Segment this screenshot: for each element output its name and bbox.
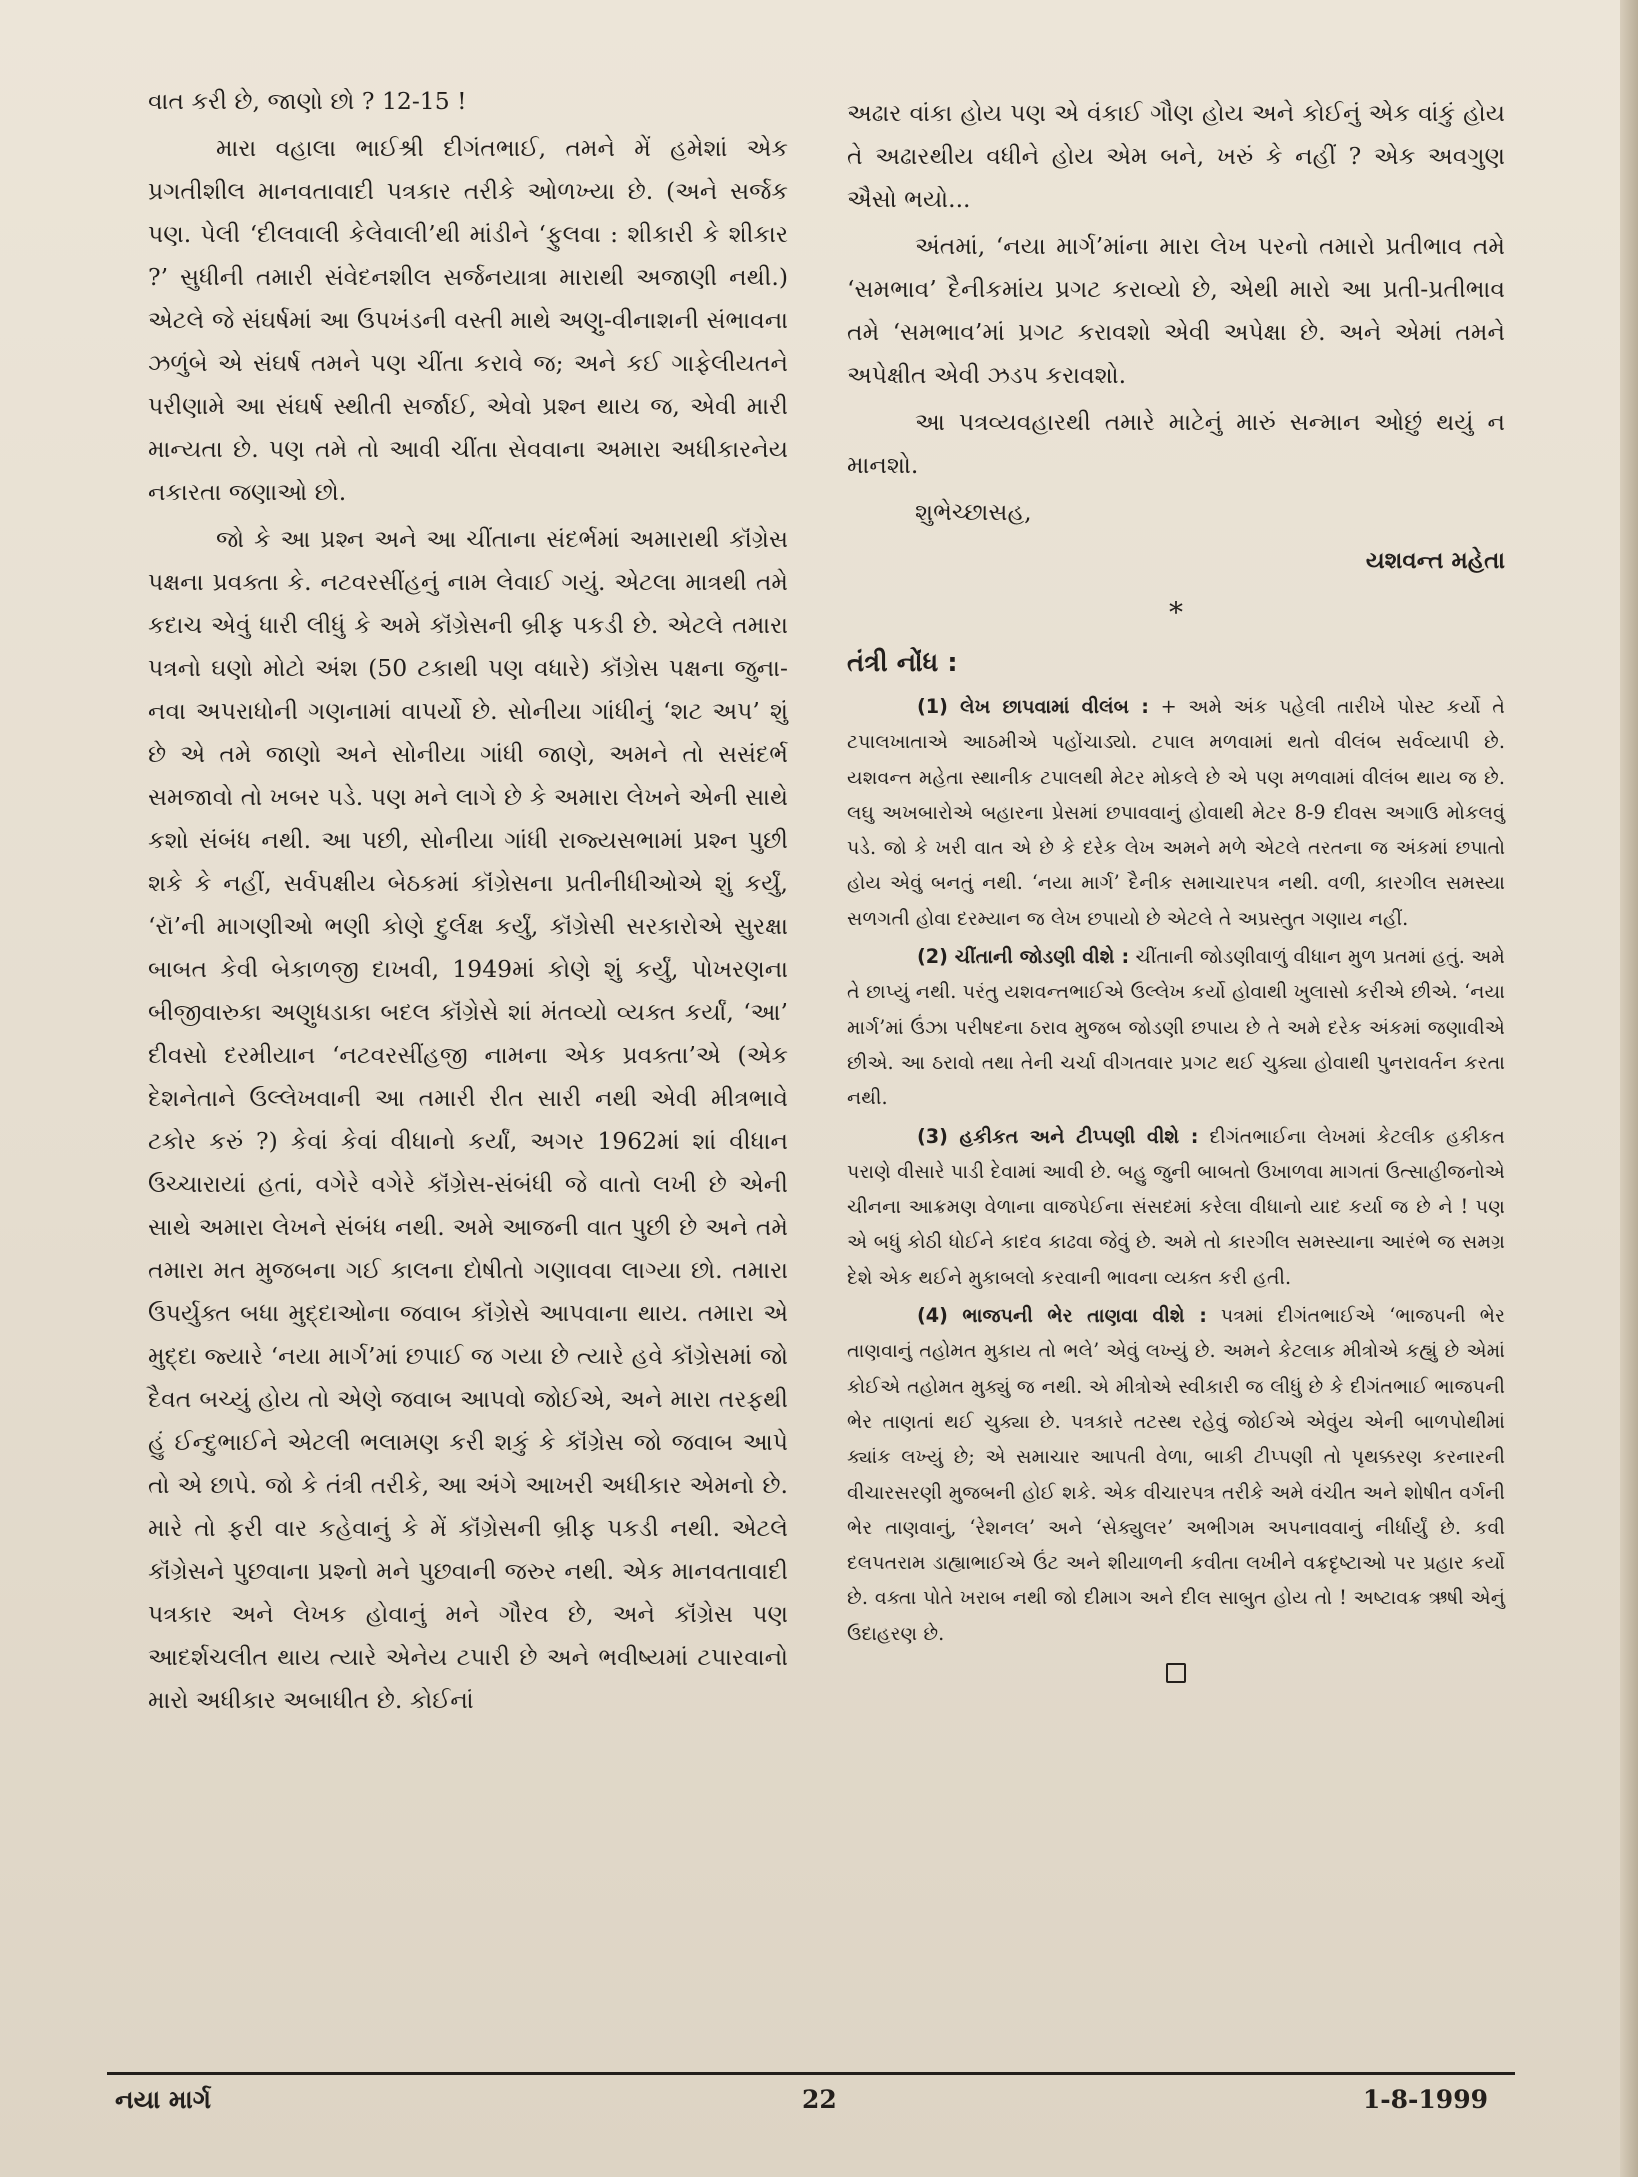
footer-magazine-title: નયા માર્ગ (115, 2085, 211, 2114)
body-paragraph: અંતમાં, ‘નયા માર્ગ’માંના મારા લેખ પરનો તમારો પ્રતીભાવ તમે ‘સમભાવ’ દૈનીકમાંય પ્રગટ કરાવ્યો છે, એથી મારો આ પ્રતી-પ્રતીભાવ તમે ‘સમભાવ’માં પ્રગટ કરાવશો એવી અપેક્ષા છે. અને એમાં તમને અપેક્ષીત એવી ઝડપ કરાવશો. (847, 232, 1505, 389)
right-column (847, 92, 1505, 1697)
page-edge-tab (1620, 0, 1638, 2177)
footer-rule (107, 2072, 1515, 2075)
editor-note-items (847, 689, 1505, 1651)
continued-paragraph: અઢાર વાંકા હોય પણ એ વંકાઈ ગૌણ હોય અને કોઈનું એક વાંકું હોય તે અઢારથીય વધીને હોય એમ બને, ખરું કે નહીં ? એક અવગુણ ઐસો ભયો... (847, 99, 1505, 213)
editor-note-item (847, 689, 1505, 936)
left-column (148, 80, 788, 1726)
editor-note-item (847, 1298, 1505, 1651)
editor-note (847, 642, 1505, 1697)
opening-line: વાત કરી છે, જાણો છો ? 12-15 ! (148, 87, 467, 115)
note-title: (2) ચીંતાની જોડણી વીશે : (917, 945, 1130, 969)
note-text: દીગંતભાઈના લેખમાં કેટલીક હકીકત પરાણે વીસારે પાડી દેવામાં આવી છે. બહુ જુની બાબતો ઉખાળવા માગતાં ઉત્સાહીજનોએ ચીનના આક્રમણ વેળાના વાજપેઈના સંસદમાં કરેલા વીધાનો યાદ કર્યા જ છે ને ! પણ એ બધું કોઠી ધોઈને કાદવ કાઢવા જેવું છે. અમે તો કારગીલ સમસ્યાના આરંભે જ સમગ્ર દેશે એક થઈને મુકાબલો કરવાની ભાવના વ્યક્ત કરી હતી. (847, 1124, 1505, 1289)
note-text: ચીંતાની જોડણીવાળું વીધાન મુળ પ્રતમાં હતું. અમે તે છાપ્યું નથી. પરંતુ યશવન્તભાઈએ ઉલ્લેખ કર્યો હોવાથી ખુલાસો કરીએ છીએ. ‘નયા માર્ગ’માં ઉંઝા પરીષદના ઠરાવ મુજબ જોડણી છપાય છે તે અમે દરેક અંકમાં જણાવીએ છીએ. આ ઠરાવો તથા તેની ચર્ચા વીગતવાર પ્રગટ થઈ ચુક્યા હોવાથી પુનરાવર્તન કરતા નથી. (847, 945, 1505, 1110)
footer-page-number: 22 (802, 2085, 837, 2114)
editor-note-item (847, 939, 1505, 1115)
editor-note-heading: તંત્રી નોંધ : (847, 648, 958, 678)
closing-salutation: શુભેચ્છાસહ, (915, 498, 1032, 526)
body-paragraph: મારા વહાલા ભાઈશ્રી દીગંતભાઈ, તમને મેં હમેશાં એક પ્રગતીશીલ માનવતાવાદી પત્રકાર તરીકે ઓળખ્યા છે. (અને સર્જક પણ. પેલી ‘દીલવાલી કેલેવાલી’થી માંડીને ‘ફુલવા : શીકારી કે શીકાર ?’ સુધીની તમારી સંવેદનશીલ સર્જનયાત્રા મારાથી અજાણી નથી.) એટલે જે સંઘર્ષમાં આ ઉપખંડની વસ્તી માથે અણુ-વીનાશની સંભાવના ઝળુંબે એ સંઘર્ષ તમને પણ ચીંતા કરાવે જ; અને કઈ ગાફેલીયતને પરીણામે આ સંઘર્ષ સ્થીતી સર્જાઈ, એવો પ્રશ્ન થાય જ, એવી મારી માન્યતા છે. પણ તમે તો આવી ચીંતા સેવવાના અમારા અધીકારનેય નકારતા જણાઓ છો. (148, 134, 788, 506)
note-text: + અમે અંક પહેલી તારીખે પોસ્ટ કર્યો તે ટપાલખાતાએ આઠમીએ પહોંચાડ્યો. ટપાલ મળવામાં થતો વીલંબ સર્વવ્યાપી છે. યશવન્ત મહેતા સ્થાનીક ટપાલથી મેટર મોકલે છે એ પણ મળવામાં વીલંબ થાય જ છે. લઘુ અખબારોએ બહારના પ્રેસમાં છપાવવાનું હોવાથી મેટર 8-9 દીવસ અગાઉ મોકલવું પડે. જો કે ખરી વાત એ છે કે દરેક લેખ અમને મળે એટલે તરતના જ અંકમાં છપાતો હોય એવું બનતું નથી. ‘નયા માર્ગ’ દૈનીક સમાચારપત્ર નથી. વળી, કારગીલ સમસ્યા સળગતી હોવા દરમ્યાન જ લેખ છપાયો છે એટલે તે અપ્રસ્તુત ગણાય નહીં. (847, 695, 1505, 930)
footer-date: 1-8-1999 (1362, 2085, 1488, 2114)
note-text: પત્રમાં દીગંતભાઈએ ‘ભાજપની ભેર તાણવાનું તહોમત મુકાય તો ભલે’ એવું લખ્યું છે. અમને કેટલાક મીત્રોએ કહ્યું છે એમાં કોઈએ તહોમત મુક્યું જ નથી. એ મીત્રોએ સ્વીકારી જ લીધું છે કે દીગંતભાઈ ભાજપની ભેર તાણતાં થઈ ચુક્યા છે. પત્રકારે તટસ્થ રહેવું જોઈએ એવુંય એની બાળપોથીમાં ક્યાંક લખ્યું છે; એ સમાચાર આપતી વેળા, બાકી ટીપ્પણી તો પૃથક્કરણ કરનારની વીચારસરણી મુજબની હોઈ શકે. એક વીચારપત્ર તરીકે અમે વંચીત અને શોષીત વર્ગની ભેર તાણવાનું, ‘રેશનલ’ અને ‘સેક્યુલર’ અભીગમ અપનાવવાનું નીર્ધાર્યું છે. કવી દલપતરામ ડાહ્યાભાઈએ ઉંટ અને શીયાળની કવીતા લખીને વક્રદૃષ્ટાઓ પર પ્રહાર કર્યો છે. વક્તા પોતે ખરાબ નથી જો દીમાગ અને દીલ સાબુત હોય તો ! અષ્ટાવક્ર ઋષી એનું ઉદાહરણ છે. (847, 1304, 1505, 1645)
note-title: (1) લેખ છાપવામાં વીલંબ : (917, 695, 1149, 718)
note-title: (3) હકીકત અને ટીપ્પણી વીશે : (917, 1124, 1199, 1148)
author-signature: યશવન્ત મહેતા (1365, 548, 1505, 574)
body-paragraph: આ પત્રવ્યવહારથી તમારે માટેનું મારું સન્માન ઓછું થયું ન માનશો. (847, 408, 1505, 479)
section-separator: * (1169, 596, 1183, 629)
end-of-article-square-icon (847, 1654, 1505, 1697)
body-paragraph: જો કે આ પ્રશ્ન અને આ ચીંતાના સંદર્ભમાં અમારાથી કૉંગ્રેસ પક્ષના પ્રવક્તા કે. નટવરસીંહનું નામ લેવાઈ ગયું. એટલા માત્રથી તમે કદાચ એવું ધારી લીધું કે અમે કૉંગ્રેસની બ્રીફ પકડી છે. એટલે તમારા પત્રનો ઘણો મોટો અંશ (50 ટકાથી પણ વધારે) કૉંગ્રેસ પક્ષના જુના-નવા અપરાધોની ગણનામાં વાપર્યો છે. સોનીયા ગાંધીનું ‘શટ અપ’ શું છે એ તમે જાણો અને સોનીયા ગાંધી જાણે, અમને તો સસંદર્ભ સમજાવો તો ખબર પડે. પણ મને લાગે છે કે અમારા લેખને એની સાથે કશો સંબંધ નથી. આ પછી, સોનીયા ગાંધી રાજ્યસભામાં પ્રશ્ન પુછી શકે કે નહીં, સર્વપક્ષીય બેઠકમાં કૉંગ્રેસના પ્રતીનીધીઓએ શું કર્યું, ‘રૉ’ની માગણીઓ ભણી કોણે દુર્લક્ષ કર્યું, કૉંગ્રેસી સરકારોએ સુરક્ષા બાબત કેવી બેકાળજી દાખવી, 1949માં કોણે શું કર્યું, પોખરણના બીજીવારુકા અણુધડાકા બદલ કૉંગ્રેસે શાં મંતવ્યો વ્યક્ત કર્યાં, ‘આ’ દીવસો દરમીયાન ‘નટવરસીંહજી નામના એક પ્રવક્તા’એ (એક દેશનેતાને ઉલ્લેખવાની આ તમારી રીત સારી નથી એવી મીત્રભાવે ટકોર કરું ?) કેવાં કેવાં વીધાનો કર્યાં, અગર 1962માં શાં વીધાન ઉચ્ચારાયાં હતાં, વગેરે વગેરે કૉંગ્રેસ-સંબંધી જે વાતો લખી છે એની સાથે અમારા લેખને સંબંધ નથી. અમે આજની વાત પુછી છે અને તમે તમારા મત મુજબના ગઈ કાલના દોષીતો ગણાવવા લાગ્યા છો. તમારા ઉપર્યુક્ત બધા મુદ્દાઓના જવાબ કૉંગ્રેસે આપવાના થાય. તમારા એ મુદ્દા જ્યારે ‘નયા માર્ગ’માં છપાઈ જ ગયા છે ત્યારે હવે કૉંગ્રેસમાં જો દૈવત બચ્યું હોય તો એણે જવાબ આપવો જોઈએ, અને મારા તરફથી હું ઈન્દુભાઈને એટલી ભલામણ કરી શકું કે કૉંગ્રેસ જો જવાબ આપે તો એ છાપે. જો કે તંત્રી તરીકે, આ અંગે આખરી અધીકાર એમનો છે. મારે તો ફરી વાર કહેવાનું કે મેં કૉંગ્રેસની બ્રીફ પકડી નથી. એટલે કૉંગ્રેસને પુછવાના પ્રશ્નો મને પુછવાની જરુર નથી. એક માનવતાવાદી પત્રકાર અને લેખક હોવાનું મને ગૌરવ છે, અને કૉંગ્રેસ પણ આદર્શચલીત થાય ત્યારે એનેય ટપારી છે અને ભવીષ્યમાં ટપારવાનો મારો અધીકાર અબાધીત છે. કોઈનાં (148, 525, 789, 1714)
note-title: (4) ભાજપની ભેર તાણવા વીશે : (917, 1304, 1207, 1328)
editor-note-item (847, 1119, 1505, 1295)
